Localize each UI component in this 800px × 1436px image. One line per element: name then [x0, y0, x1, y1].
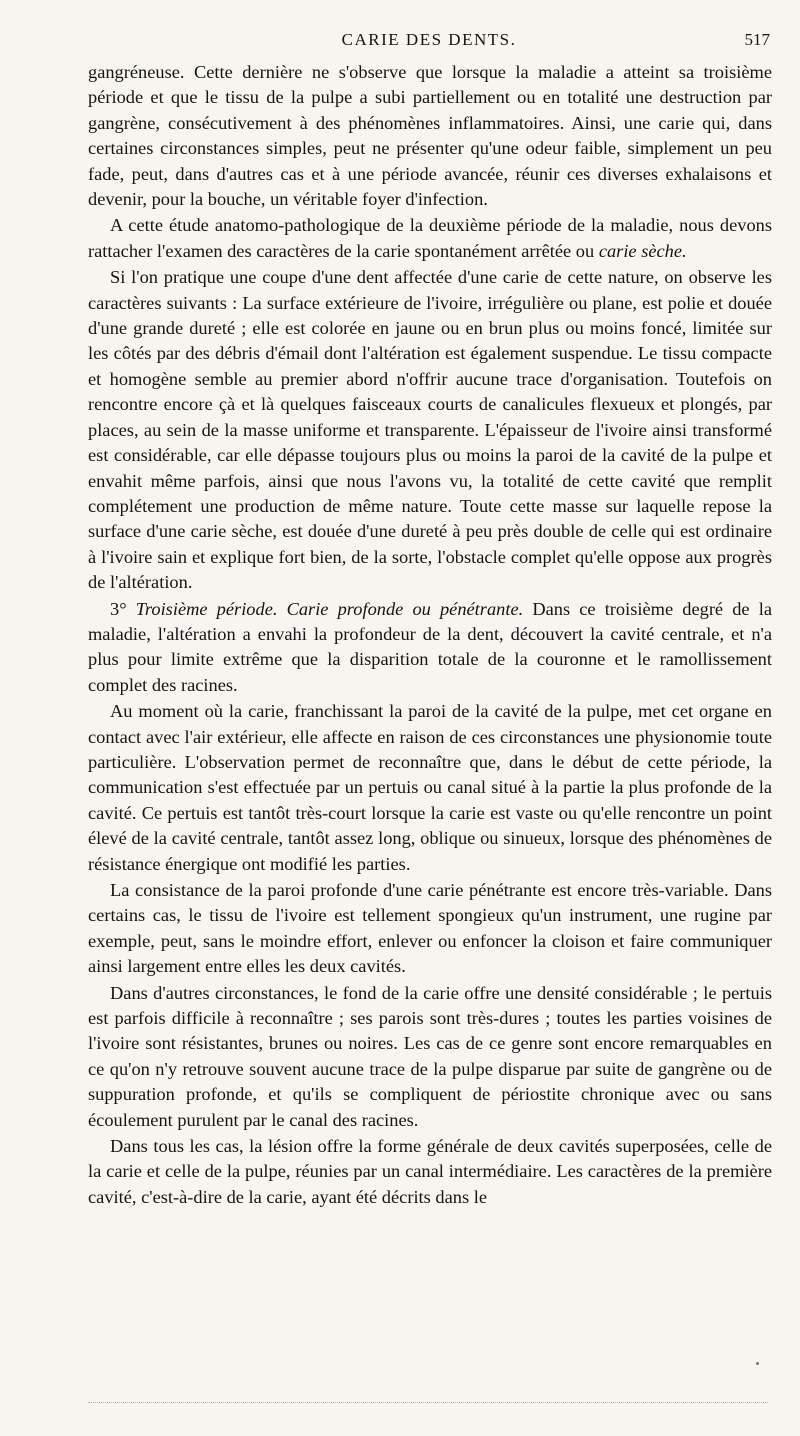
text-run: gangréneuse. Cette dernière ne s'observe que lorsque la maladie a atteint sa troisième période et que le tissu de la pulpe a subi partiellement ou en totalité une destruction par gangrène, consécutivement à des phénomènes inflammatoires. Ainsi, une carie qui, dans certaines circonstances simples, peut ne présenter qu'une odeur faible, simplement un peu fade, peut, dans d'autres cas et à une période avancée, réunir ces diverses exhalaisons et devenir, pour la bouche, un véritable foyer d'infection.: [88, 62, 772, 210]
text-run: La consistance de la paroi profonde d'une carie pénétrante est encore très-variable. Dans certains cas, le tissu de l'ivoire est tellement spongieux qu'un instrument, une rugine par exemple, peut, sans le moindre effort, enlever ou enfoncer la cloison et faire communiquer ainsi largement entre elles les deux cavités.: [88, 880, 772, 977]
paragraph: [88, 213, 772, 264]
paragraph: [88, 981, 772, 1133]
footer-rule: [88, 1402, 768, 1403]
print-speck: [756, 1362, 759, 1365]
page-number: 517: [744, 30, 770, 49]
text-run: Dans d'autres circonstances, le fond de la carie offre une densité considérable ; le pertuis est parfois difficile à reconnaître ; ses parois sont très-dures ; toutes les parties voisines de l'ivoire sont résistantes, brunes ou noires. Les cas de ce genre sont encore remarquables en ce qu'on n'y retrouve souvent aucune trace de la pulpe disparue par suite de gangrène ou de suppuration profonde, et qu'ils se compliquent de périostite chronique avec ou sans écoulement purulent par le canal des racines.: [88, 982, 772, 1130]
italic-text: carie sèche.: [598, 240, 687, 261]
paragraph: [88, 597, 772, 699]
paragraph: [88, 60, 772, 212]
text-run: Dans tous les cas, la lésion offre la forme générale de deux cavités superposées, celle de la carie et celle de la pulpe, réunies par un canal intermédiaire. Les caractères de la première cavité, c'est-à-dire de la carie, ayant été décrits dans le: [88, 1136, 772, 1207]
paragraph: [88, 699, 772, 877]
page-header: [88, 30, 770, 52]
text-run: 3°: [110, 598, 136, 619]
body-text: [88, 60, 772, 1210]
text-run: A cette étude anatomo-pathologique de la deuxième période de la maladie, nous devons rattacher l'examen des caractères de la carie spontanément arrêtée ou: [88, 215, 772, 261]
running-head: CARIE DES DENTS.: [341, 30, 517, 49]
paragraph: [88, 265, 772, 595]
paragraph: [88, 1134, 772, 1210]
italic-text: Troisième période. Carie profonde ou pénétrante.: [135, 598, 524, 619]
text-run: Au moment où la carie, franchissant la paroi de la cavité de la pulpe, met cet organe en contact avec l'air extérieur, elle affecte en raison de ces circonstances une physionomie toute particulière. L'observation permet de reconnaître que, dans le début de cette période, la communication s'est effectuée par un pertuis ou canal situé à la partie la plus profonde de la cavité. Ce pertuis est tantôt très-court lorsque la carie est vaste ou qu'elle rencontre un point élevé de la cavité centrale, tantôt assez long, oblique ou sinueux, lorsque des phénomènes de résistance énergique ont modifié les parties.: [88, 701, 772, 874]
text-run: Dans ce troisième degré de la maladie, l'altération a envahi la profondeur de la dent, découvert la cavité centrale, et n'a plus pour limite extrême que la disparition totale de la couronne et le ramollissement complet des racines.: [88, 598, 772, 695]
text-run: Si l'on pratique une coupe d'une dent affectée d'une carie de cette nature, on observe les caractères suivants : La surface extérieure de l'ivoire, irrégulière ou plane, est polie et douée d'une grande dureté ; elle est colorée en jaune ou en brun plus ou moins foncé, limitée sur les côtés par des débris d'émail dont l'altération est également suspendue. Le tissu compacte et homogène semble au premier abord n'offrir aucune trace d'organisation. Toutefois on rencontre encore çà et là quelques faisceaux courts de canalicules flexueux et plongés, par places, au sein de la masse uniforme et transparente. L'épaisseur de l'ivoire ainsi transformé est considérable, car elle dépasse toujours plus ou moins la paroi de la cavité de la pulpe et envahit même parfois, ainsi que nous l'avons vu, la totalité de cette cavité que remplit complétement une production de même nature. Toute cette masse sur laquelle repose la surface d'une carie sèche, est douée d'une dureté à peu près double de celle qui est ordinaire à l'ivoire sain et explique fort bien, de la sorte, l'obstacle complet qu'elle oppose aux progrès de l'altération.: [88, 267, 772, 593]
paragraph: [88, 878, 772, 980]
